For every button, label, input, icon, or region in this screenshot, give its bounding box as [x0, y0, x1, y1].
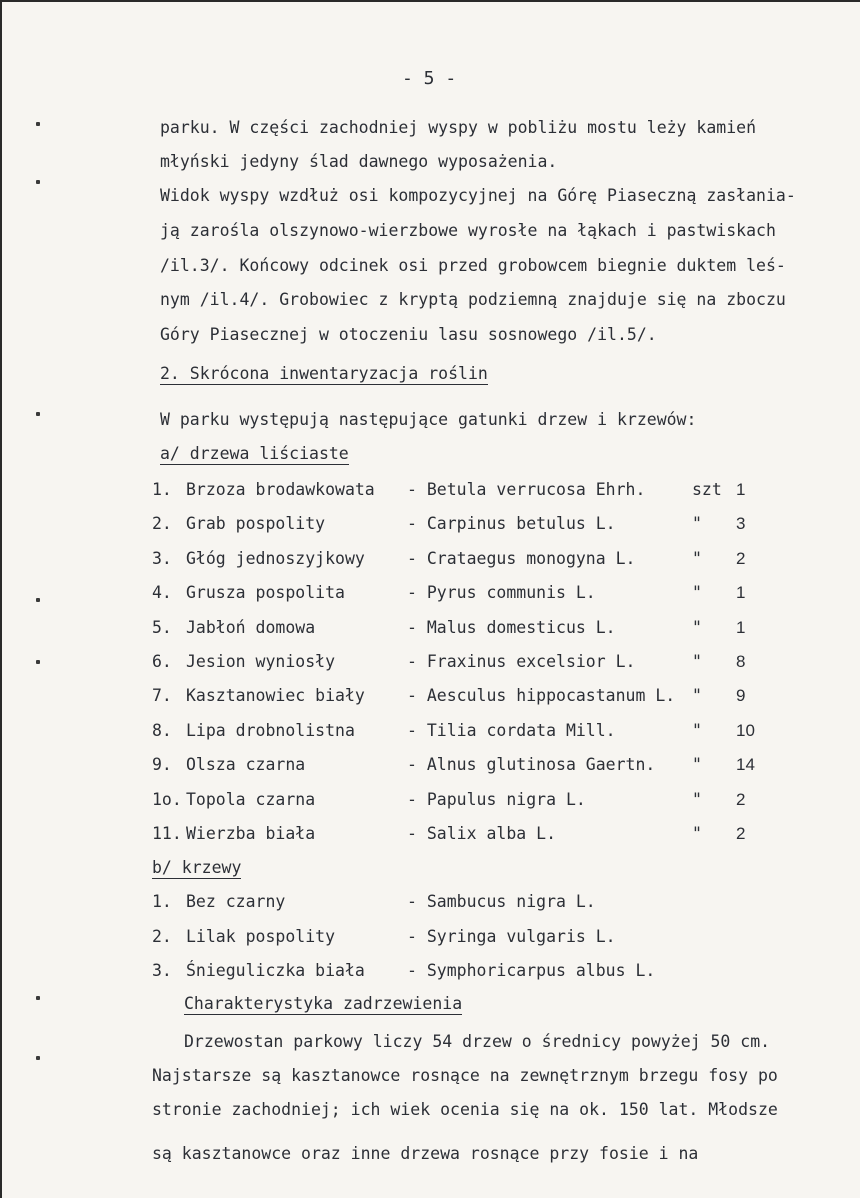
- tree-row: [152, 686, 792, 710]
- count-value: 8: [736, 652, 746, 671]
- item-number: 11.: [152, 824, 182, 843]
- tree-row: [152, 480, 792, 504]
- latin-name: - Fraxinus excelsior L.: [407, 652, 636, 671]
- count-value: 1: [736, 617, 746, 637]
- polish-name: Śnieguliczka biała: [186, 961, 365, 980]
- unit-label: ": [692, 755, 702, 775]
- latin-name: - Papulus nigra L.: [407, 789, 586, 809]
- latin-name: - Malus domesticus L.: [407, 617, 616, 637]
- polish-name: Wierzba biała: [186, 824, 316, 843]
- latin-name: - Crataegus monogyna L.: [407, 548, 636, 568]
- latin-name: - Tilia cordata Mill.: [407, 720, 616, 740]
- shrub-row: [152, 892, 792, 916]
- polish-name: Lipa drobnolistna: [186, 720, 355, 740]
- margin-mark: [36, 660, 40, 664]
- item-number: 1.: [152, 892, 172, 911]
- item-number: 2.: [152, 926, 172, 946]
- item-number: 6.: [152, 652, 172, 671]
- tree-row: [152, 583, 792, 607]
- item-number: 1.: [152, 480, 172, 499]
- polish-name: Grab pospolity: [186, 514, 326, 534]
- unit-label: ": [692, 789, 702, 809]
- tree-row: [152, 618, 792, 642]
- polish-name: Topola czarna: [186, 789, 316, 809]
- margin-mark: [36, 122, 40, 126]
- body-line: Drzewostan parkowy liczy 54 drzew o średnicy powyżej 50 cm.: [184, 1032, 771, 1051]
- tree-row: [152, 790, 792, 814]
- intro-line: ją zarośla olszynowo-wierzbowe wyrosłe na łąkach i pastwiskach: [160, 221, 776, 240]
- unit-label: ": [692, 548, 702, 568]
- unit-label: ": [692, 652, 702, 671]
- polish-name: Olsza czarna: [186, 755, 306, 775]
- latin-name: - Symphoricarpus albus L.: [407, 961, 656, 980]
- item-number: 8.: [152, 720, 172, 740]
- page-number: - 5 -: [402, 68, 457, 89]
- latin-name: - Carpinus betulus L.: [407, 514, 616, 534]
- polish-name: Kasztanowiec biały: [186, 686, 365, 706]
- unit-label: ": [692, 514, 702, 534]
- item-number: 5.: [152, 617, 172, 637]
- item-number: 9.: [152, 755, 172, 775]
- margin-mark: [36, 412, 40, 416]
- body-line: Najstarsze są kasztanowce rosnące na zewnętrznym brzegu fosy po: [152, 1066, 778, 1085]
- polish-name: Bez czarny: [186, 892, 286, 911]
- count-value: 9: [736, 686, 746, 706]
- item-number: 4.: [152, 583, 172, 603]
- polish-name: Grusza pospolita: [186, 583, 345, 603]
- section-intro: W parku występują następujące gatunki drzew i krzewów:: [160, 410, 697, 429]
- polish-name: Lilak pospolity: [186, 926, 336, 946]
- tree-row: [152, 549, 792, 573]
- section-heading: 2. Skrócona inwentaryzacja roślin: [160, 364, 488, 383]
- shrubs-heading: b/ krzewy: [152, 858, 242, 877]
- latin-name: - Alnus glutinosa Gaertn.: [407, 755, 656, 775]
- latin-name: - Aesculus hippocastanum L.: [407, 686, 676, 706]
- unit-label: ": [692, 720, 702, 740]
- count-value: 1: [736, 583, 746, 603]
- count-value: 2: [736, 824, 746, 843]
- margin-mark: [36, 996, 40, 1000]
- intro-line: nym /il.4/. Grobowiec z kryptą podziemną znajduje się na zboczu: [160, 290, 786, 309]
- characteristics-heading: Charakterystyka zadrzewienia: [184, 994, 463, 1013]
- item-number: 2.: [152, 514, 172, 534]
- count-value: 14: [736, 755, 755, 775]
- item-number: 3.: [152, 548, 172, 568]
- item-number: 7.: [152, 686, 172, 706]
- shrub-row: [152, 961, 792, 985]
- unit-label: ": [692, 686, 702, 706]
- unit-label: ": [692, 583, 702, 603]
- latin-name: - Salix alba L.: [407, 824, 557, 843]
- item-number: 3.: [152, 961, 172, 980]
- polish-name: Brzoza brodawkowata: [186, 480, 375, 499]
- margin-mark: [36, 1056, 40, 1060]
- latin-name: - Sambucus nigra L.: [407, 892, 596, 911]
- count-value: 10: [736, 720, 755, 740]
- latin-name: - Betula verrucosa Ehrh.: [407, 480, 646, 499]
- body-line: są kasztanowce oraz inne drzewa rosnące przy fosie i na: [152, 1144, 699, 1163]
- polish-name: Głóg jednoszyjkowy: [186, 548, 365, 568]
- latin-name: - Syringa vulgaris L.: [407, 926, 616, 946]
- intro-line: młyński jedyny ślad dawnego wyposażenia.: [160, 152, 558, 171]
- count-value: 2: [736, 548, 746, 568]
- count-value: 3: [736, 514, 746, 534]
- tree-row: [152, 514, 792, 538]
- shrub-row: [152, 927, 792, 951]
- intro-line: Góry Piasecznej w otoczeniu lasu sosnowego /il.5/.: [160, 325, 657, 344]
- trees-heading: a/ drzewa liściaste: [160, 444, 349, 463]
- body-line: stronie zachodniej; ich wiek ocenia się na ok. 150 lat. Młodsze: [152, 1100, 778, 1119]
- count-value: 1: [736, 480, 746, 499]
- tree-row: [152, 824, 792, 848]
- count-value: 2: [736, 789, 746, 809]
- margin-mark: [36, 180, 40, 184]
- margin-mark: [36, 598, 40, 602]
- unit-label: ": [692, 824, 702, 843]
- intro-line: Widok wyspy wzdłuż osi kompozycyjnej na Górę Piaseczną zasłania-: [160, 186, 796, 205]
- tree-row: [152, 755, 792, 779]
- latin-name: - Pyrus communis L.: [407, 583, 596, 603]
- unit-label: szt: [692, 480, 722, 499]
- polish-name: Jesion wyniosły: [186, 652, 336, 671]
- intro-line: parku. W części zachodniej wyspy w pobliżu mostu leży kamień: [160, 118, 757, 137]
- polish-name: Jabłoń domowa: [186, 617, 316, 637]
- tree-row: [152, 721, 792, 745]
- intro-line: /il.3/. Końcowy odcinek osi przed grobowcem biegnie duktem leś-: [160, 256, 786, 275]
- item-number: 1o.: [152, 789, 182, 809]
- unit-label: ": [692, 617, 702, 637]
- tree-row: [152, 652, 792, 676]
